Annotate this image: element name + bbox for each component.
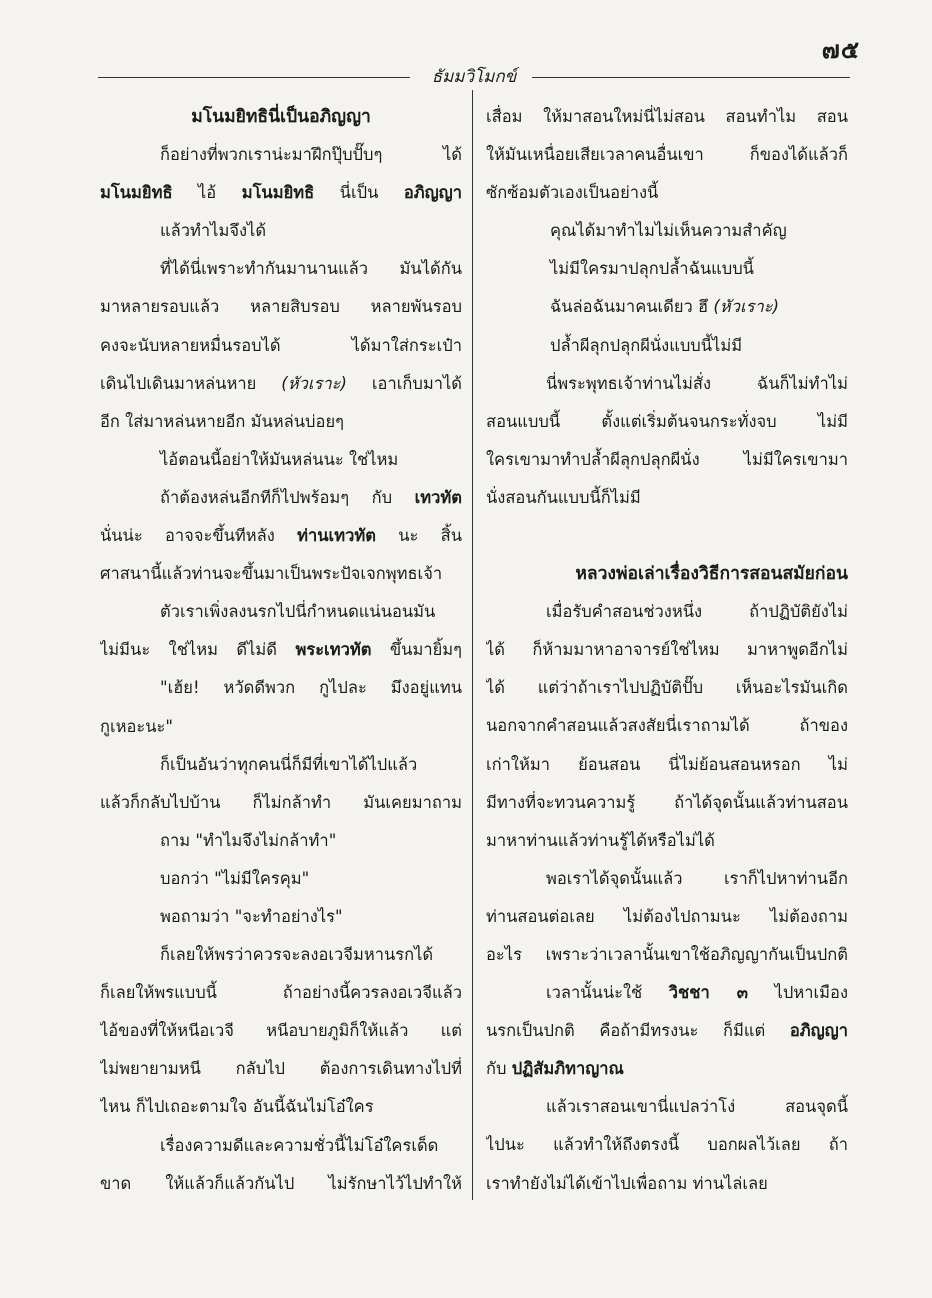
- text-line: เก่าให้มา ย้อนสอน นี่ไม่ย้อนสอนหรอก ไม่: [486, 754, 848, 774]
- text-line: นอกจากคำสอนแล้วสงสัยนี่เราถามได้ ถ้าของ: [486, 716, 848, 736]
- text-line: นั่นน่ะ อาจจะขึ้นทีหลัง ท่านเทวทัต นะ สิ้น: [100, 526, 462, 546]
- text-line: ให้มันเหนื่อยเสียเวลาคนอื่นเขา ก็ของได้แล้วก็: [486, 145, 848, 165]
- text-line: ที่ได้นี่เพราะทำกันมานานแล้ว มันได้กัน: [160, 259, 462, 279]
- text-line: ก็อย่างที่พวกเราน่ะมาฝึกปุ๊บปั๊บๆ ได้: [160, 145, 462, 165]
- text-line: มีทางที่จะทวนความรู้ ถ้าได้จุดนั้นแล้วท่านสอน: [486, 792, 848, 812]
- text-line: ได้ แต่ว่าถ้าเราไปปฏิบัติปั๊บ เห็นอะไรมันเกิด: [486, 678, 848, 698]
- text-line: กับ ปฏิสัมภิทาญาณ: [486, 1059, 624, 1079]
- text-line: ไม่มีนะ ใช่ไหม ดีไม่ดี พระเทวทัต ขึ้นมายิ้มๆ: [100, 640, 462, 660]
- text-line: ถ้าต้องหล่นอีกทีก็ไปพร้อมๆ กับ เทวทัต: [160, 487, 462, 507]
- text-line: แล้วก็กลับไปบ้าน ก็ไม่กล้าทำ มันเคยมาถาม: [100, 792, 462, 812]
- text-line: บอกว่า "ไม่มีใครคุม": [160, 868, 310, 888]
- text-line: พอถามว่า "จะทำอย่างไร": [160, 906, 343, 926]
- column-divider: [472, 90, 473, 1200]
- text-line: ไหน ก็ไปเถอะตามใจ อันนี้ฉันไม่โอ๋ใคร: [100, 1097, 374, 1117]
- text-line: กูเหอะนะ": [100, 716, 174, 736]
- text-line: นั่งสอนกันแบบนี้ก็ไม่มี: [486, 487, 641, 507]
- text-line: เสื่อม ให้มาสอนใหม่นี่ไม่สอน สอนทำไม สอน: [486, 107, 848, 126]
- text-line: มาหลายรอบแล้ว หลายสิบรอบ หลายพันรอบ: [100, 297, 462, 317]
- text-line: ไอ้ของที่ให้หนีอเวจี หนีอบายภูมิก็ให้แล้ว แต่: [100, 1021, 462, 1041]
- page-number: ๗๕: [821, 36, 860, 64]
- text-line: คงจะนับหลายหมื่นรอบได้ ได้มาใส่กระเป๋า: [100, 335, 462, 355]
- text-line: ไม่พยายามหนี กลับไป ต้องการเดินทางไปที่: [100, 1059, 462, 1079]
- text-line: นี่พระพุทธเจ้าท่านไม่สั่ง ฉันก็ไม่ทำไม่: [546, 373, 848, 393]
- text-line: ซักซ้อมตัวเองเป็นอย่างนี้: [486, 183, 659, 203]
- text-line: คุณได้มาทำไมไม่เห็นความสำคัญ: [550, 221, 787, 241]
- text-line: "เฮ้ย! หวัดดีพวก กูไปละ มึงอยู่แทน: [160, 678, 462, 698]
- text-line: มโนมยิทธิ ไอ้ มโนมยิทธิ นี่เป็น อภิญญา: [100, 183, 462, 203]
- text-line: ก็เลยให้พรแบบนี้ ถ้าอย่างนี้ควรลงอเวจีแล้ว: [100, 983, 462, 1003]
- text-line: ศาสนานี้แล้วท่านจะขึ้นมาเป็นพระปัจเจกพุทธเจ้า: [100, 564, 443, 584]
- text-line: ปล้ำผีลุกปลุกผีนั่งแบบนี้ไม่มี: [550, 335, 743, 355]
- text-line: ถาม "ทำไมจึงไม่กล้าทำ": [160, 830, 337, 850]
- text-line: ฉันล่อฉันมาคนเดียว ฮึ (หัวเราะ): [550, 297, 780, 317]
- text-line: เรื่องความดีและความชั่วนี้ไม่โอ๋ใครเด็ด: [160, 1135, 439, 1155]
- text-line: ก็เลยให้พรว่าควรจะลงอเวจีมหานรกได้: [160, 945, 434, 965]
- header-rule-right: [532, 77, 850, 78]
- text-line: นรกเป็นปกติ คือถ้ามีทรงนะ ก็มีแต่ อภิญญา: [486, 1021, 848, 1041]
- text-line: อะไร เพราะว่าเวลานั้นเขาใช้อภิญญากันเป็นปกติ: [486, 944, 848, 964]
- text-line: ตัวเราเพิ่งลงนรกไปนี่กำหนดแน่นอนมัน: [160, 602, 436, 622]
- text-line: ท่านสอนต่อเลย ไม่ต้องไปถามนะ ไม่ต้องถาม: [486, 906, 848, 926]
- text-line: ไอ้ตอนนี้อย่าให้มันหล่นนะ ใช่ไหม: [160, 449, 399, 469]
- text-line: เดินไปเดินมาหล่นหาย (หัวเราะ) เอาเก็บมาได้: [100, 373, 462, 393]
- running-title: ธัมมวิโมกข์: [431, 67, 517, 87]
- text-line: เวลานั้นน่ะใช้ วิชชา ๓ ไปหาเมือง: [546, 983, 848, 1003]
- running-header: [98, 63, 850, 93]
- left-column: [100, 98, 462, 1203]
- text-line: ได้ ก็ห้ามมาหาอาจารย์ใช่ไหม มาหาพูดอีกไม่: [486, 640, 848, 660]
- text-line: มาหาท่านแล้วท่านรู้ได้หรือไม่ได้: [486, 830, 715, 850]
- text-line: เมื่อรับคำสอนช่วงหนึ่ง ถ้าปฏิบัติยังไม่: [546, 602, 848, 622]
- right-column: [486, 98, 848, 1203]
- text-line: แล้วทำไมจึงได้: [160, 221, 267, 241]
- text-line: เราทำยังไม่ได้เข้าไปเพื่อถาม ท่านไล่เลย: [486, 1173, 768, 1193]
- text-line: แล้วเราสอนเขานี่แปลว่าโง่ สอนจุดนี้: [546, 1097, 848, 1117]
- text-line: อีก ใส่มาหล่นหายอีก มันหล่นบ่อยๆ: [100, 411, 344, 431]
- text-line: ไปนะ แล้วทำให้ถึงตรงนี้ บอกผลไว้เลย ถ้า: [486, 1135, 848, 1155]
- section-heading: มโนมยิทธินี่เป็นอภิญญา: [191, 107, 371, 127]
- text-line: ก็เป็นอันว่าทุกคนนี่ก็มีที่เขาได้ไปแล้ว: [160, 754, 418, 774]
- text-line: ขาด ให้แล้วก็แล้วกันไป ไม่รักษาไว้ไปทำให้: [100, 1173, 462, 1193]
- text-line: สอนแบบนี้ ตั้งแต่เริ่มต้นจนกระทั่งจบ ไม่มี: [486, 411, 848, 431]
- text-line: พอเราได้จุดนั้นแล้ว เราก็ไปหาท่านอีก: [546, 868, 848, 888]
- text-line: ไม่มีใครมาปลุกปล้ำฉันแบบนี้: [550, 259, 754, 279]
- section-heading: หลวงพ่อเล่าเรื่องวิธีการสอนสมัยก่อน: [575, 564, 848, 585]
- text-line: ใครเขามาทำปล้ำผีลุกปลุกผีนั่ง ไม่มีใครเขามา: [486, 449, 848, 469]
